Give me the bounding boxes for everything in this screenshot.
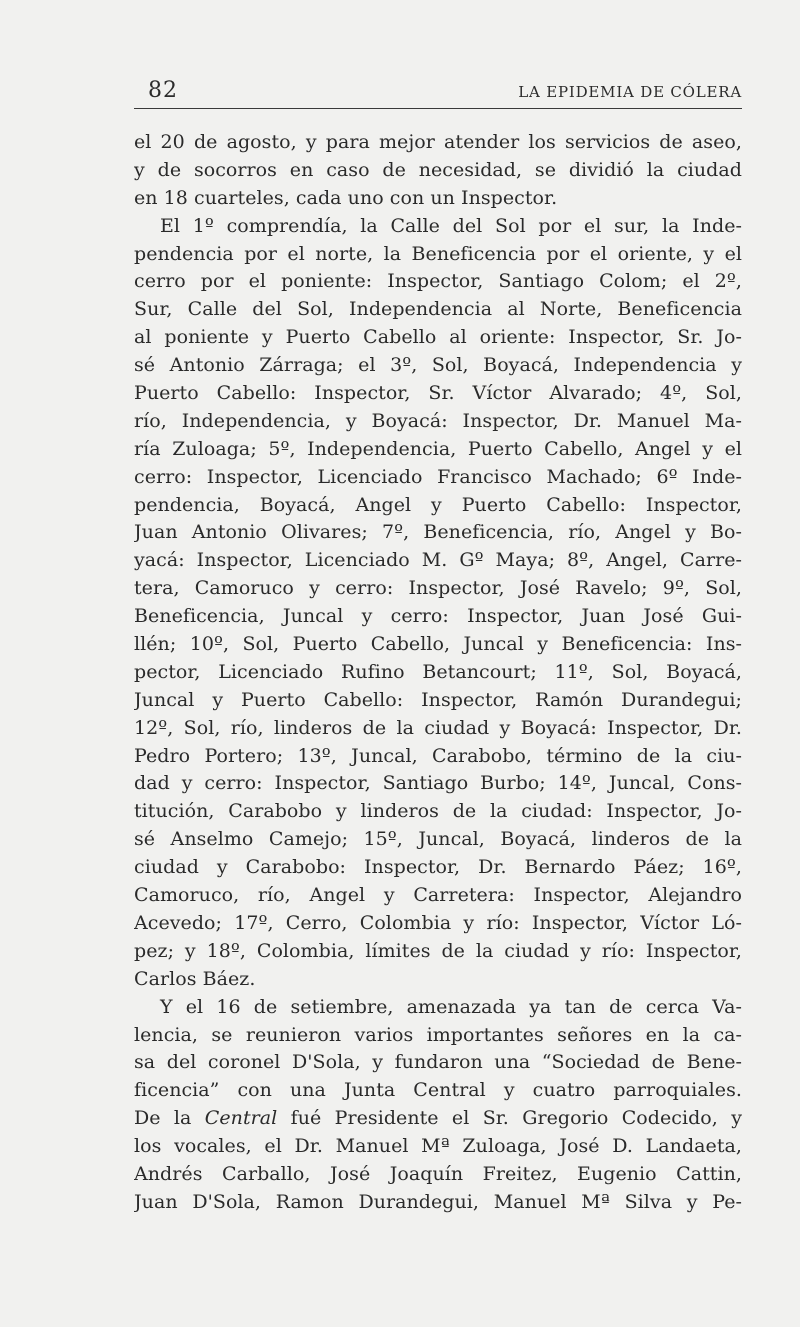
paragraph-start-line: El 1º comprendía, la Calle del Sol por el sur, la Inde- [160, 214, 742, 237]
text-line: los vocales, el Dr. Manuel Mª Zuloaga, José D. Landaeta, [134, 1135, 742, 1158]
text-line: Puerto Cabello: Inspector, Sr. Víctor Alvarado; 4º, Sol, [134, 382, 742, 405]
text-line: el 20 de agosto, y para mejor atender los servicios de aseo, [134, 131, 742, 153]
text-line: ciudad y Carabobo: Inspector, Dr. Bernardo Páez; 16º, [134, 856, 742, 879]
text-line: sé Antonio Zárraga; el 3º, Sol, Boyacá, Independencia y [134, 354, 742, 377]
text-line: Carlos Báez. [134, 967, 256, 990]
paragraph-start-line: Y el 16 de setiembre, amenazada ya tan de cerca Va- [160, 995, 742, 1018]
text-line: yacá: Inspector, Licenciado M. Gº Maya; 8º, Angel, Carre- [134, 549, 742, 572]
body-text [134, 129, 742, 1217]
text-line: sé Anselmo Camejo; 15º, Juncal, Boyacá, linderos de la [134, 828, 742, 851]
text-line: al poniente y Puerto Cabello al oriente: Inspector, Sr. Jo- [134, 326, 742, 349]
text-line: pendencia, Boyacá, Angel y Puerto Cabello: Inspector, [134, 493, 742, 516]
text-fragment: De la [134, 1107, 205, 1130]
page-header [134, 78, 742, 108]
text-line: dad y cerro: Inspector, Santiago Burbo; 14º, Juncal, Cons- [134, 772, 742, 795]
text-line: Camoruco, río, Angel y Carretera: Inspector, Alejandro [134, 884, 742, 907]
text-line-with-italic [134, 1105, 742, 1133]
text-line: titución, Carabobo y linderos de la ciudad: Inspector, Jo- [134, 800, 742, 823]
text-line: pendencia por el norte, la Beneficencia por el oriente, y el [134, 242, 742, 265]
text-line: río, Independencia, y Boyacá: Inspector, Dr. Manuel Ma- [134, 409, 742, 432]
text-line: Juan Antonio Olivares; 7º, Beneficencia, río, Angel y Bo- [134, 521, 742, 544]
text-line: Pedro Portero; 13º, Juncal, Carabobo, término de la ciu- [134, 744, 742, 767]
italic-word: Central [204, 1107, 278, 1130]
text-line: sa del coronel D'Sola, y fundaron una “Sociedad de Bene- [134, 1051, 742, 1074]
text-line: tera, Camoruco y cerro: Inspector, José Ravelo; 9º, Sol, [134, 577, 742, 600]
text-line: cerro: Inspector, Licenciado Francisco Machado; 6º Inde- [134, 465, 742, 488]
running-title: LA EPIDEMIA DE CÓLERA [518, 83, 742, 101]
text-line: pez; y 18º, Colombia, límites de la ciudad y río: Inspector, [134, 939, 742, 962]
text-line: Andrés Carballo, José Joaquín Freitez, Eugenio Cattin, [134, 1162, 742, 1185]
text-line: ficencia” con una Junta Central y cuatro parroquiales. [134, 1079, 742, 1102]
text-line: y de socorros en caso de necesidad, se dividió la ciudad [134, 158, 742, 181]
header-rule [134, 108, 742, 109]
text-line: Sur, Calle del Sol, Independencia al Norte, Beneficencia [134, 298, 742, 321]
text-line: Acevedo; 17º, Cerro, Colombia y río: Inspector, Víctor Ló- [134, 911, 742, 934]
text-line: en 18 cuarteles, cada uno con un Inspector. [134, 186, 558, 209]
text-line: Beneficencia, Juncal y cerro: Inspector, Juan José Gui- [134, 605, 742, 628]
page-number: 82 [148, 78, 178, 103]
text-line: pector, Licenciado Rufino Betancourt; 11º, Sol, Boyacá, [134, 660, 742, 683]
text-line: lencia, se reunieron varios importantes señores en la ca- [134, 1023, 742, 1046]
text-fragment: fué Presidente el Sr. Gregorio Codecido, y [277, 1107, 742, 1130]
text-line: Juan D'Sola, Ramon Durandegui, Manuel Mª Silva y Pe- [134, 1190, 742, 1213]
text-line: Juncal y Puerto Cabello: Inspector, Ramón Durandegui; [134, 688, 742, 711]
text-line: 12º, Sol, río, linderos de la ciudad y Boyacá: Inspector, Dr. [134, 716, 742, 739]
text-line: ría Zuloaga; 5º, Independencia, Puerto Cabello, Angel y el [134, 437, 742, 460]
text-line: llén; 10º, Sol, Puerto Cabello, Juncal y Beneficencia: Ins- [134, 633, 742, 656]
text-line: cerro por el poniente: Inspector, Santiago Colom; el 2º, [134, 270, 742, 293]
